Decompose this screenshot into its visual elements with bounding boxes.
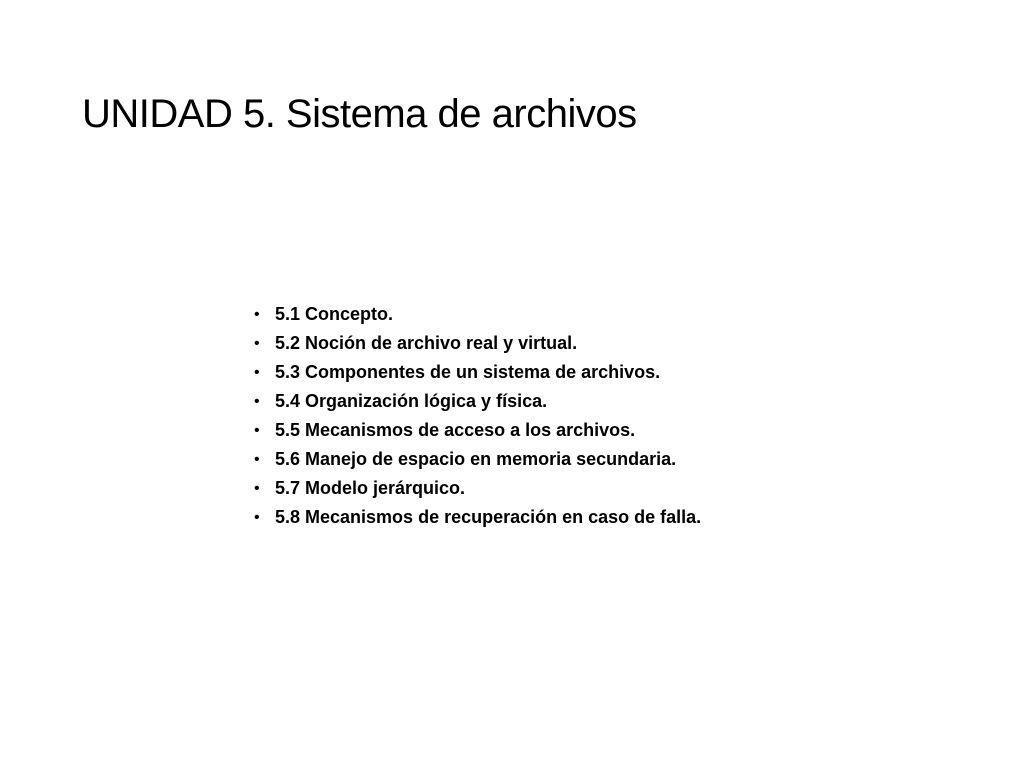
bullet-icon: • bbox=[254, 451, 260, 468]
topic-text: 5.7 Modelo jerárquico. bbox=[275, 478, 466, 498]
bullet-icon: • bbox=[254, 422, 260, 439]
topic-text: 5.8 Mecanismos de recuperación en caso de falla. bbox=[275, 507, 702, 527]
bullet-icon: • bbox=[254, 335, 260, 352]
topic-item bbox=[252, 445, 701, 474]
topic-item bbox=[252, 503, 701, 532]
topic-list bbox=[252, 300, 701, 532]
topic-text: 5.1 Concepto. bbox=[275, 304, 394, 324]
topic-item bbox=[252, 416, 701, 445]
topic-item bbox=[252, 300, 701, 329]
topic-item bbox=[252, 474, 701, 503]
bullet-icon: • bbox=[254, 364, 260, 381]
bullet-icon: • bbox=[254, 480, 260, 497]
slide-title: UNIDAD 5. Sistema de archivos bbox=[82, 92, 637, 136]
bullet-icon: • bbox=[254, 509, 260, 526]
bullet-icon: • bbox=[254, 306, 260, 323]
bullet-icon: • bbox=[254, 393, 260, 410]
topic-text: 5.6 Manejo de espacio en memoria secundaria. bbox=[275, 449, 677, 469]
topic-text: 5.2 Noción de archivo real y virtual. bbox=[275, 333, 578, 353]
topic-item bbox=[252, 358, 701, 387]
topic-text: 5.3 Componentes de un sistema de archivos. bbox=[275, 362, 661, 382]
topic-item bbox=[252, 329, 701, 358]
topic-text: 5.4 Organización lógica y física. bbox=[275, 391, 548, 411]
topic-text: 5.5 Mecanismos de acceso a los archivos. bbox=[275, 420, 636, 440]
topic-item bbox=[252, 387, 701, 416]
